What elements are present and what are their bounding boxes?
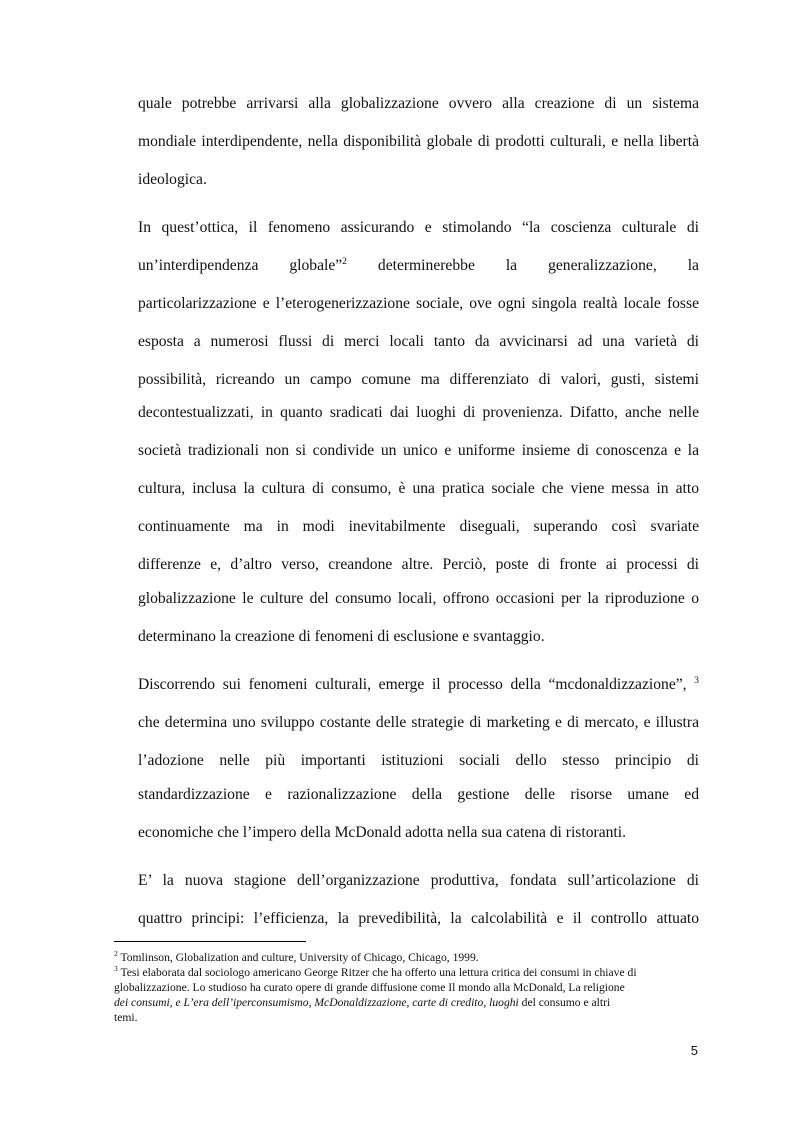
footnote-number: 2: [114, 951, 118, 959]
word: globale”$^2$: [289, 256, 347, 274]
body-line: globalizzazione le culture del consumo locali, offrono occasioni per la riproduzione o: [138, 590, 699, 607]
footnote-ref-2[interactable]: 2: [342, 256, 347, 267]
body-line: particolarizzazione e l’eterogenerizzazione sociale, ove ogni singola realtà locale fosse: [138, 295, 699, 312]
body-line: [138, 256, 699, 276]
body-line: ideologica.: [138, 171, 207, 188]
body-line: quale potrebbe arrivarsi alla globalizzazione ovvero alla creazione di un sistema: [138, 95, 699, 112]
footnote-line: [114, 996, 698, 1010]
footnote-separator: [114, 941, 306, 942]
italic-titles: dei consumi, e L’era dell’iperconsumismo, McDonaldizzazione, carte di credito, luoghi: [114, 996, 519, 1009]
body-line: In quest’ottica, il fenomeno assicurando e stimolando “la coscienza culturale di: [138, 219, 699, 236]
body-line: decontestualizzati, in quanto sradicati dai luoghi di provenienza. Difatto, anche nelle: [138, 404, 699, 421]
footnote-text: Tesi elaborata dal sociologo americano George Ritzer che ha offerto una lettura critica dei consumi in chiave di: [120, 966, 637, 979]
word: la: [505, 257, 518, 274]
page-number: 5: [690, 1043, 698, 1058]
footnote-3: [114, 966, 698, 980]
body-line: esposta a numerosi flussi di merci locali tanto da avvicinarsi ad una varietà di: [138, 333, 699, 350]
body-line: determinano la creazione di fenomeni di esclusione e svantaggio.: [138, 628, 545, 645]
body-line: possibilità, ricreando un campo comune ma differenziato di valori, gusti, sistemi: [138, 371, 699, 388]
footnote-ref-3[interactable]: 3: [694, 675, 699, 686]
body-line: mondiale interdipendente, nella disponibilità globale di prodotti culturali, e nella libertà: [138, 133, 699, 150]
footnote-number: 3: [114, 966, 118, 974]
body-line: standardizzazione e razionalizzazione della gestione delle risorse umane ed: [138, 786, 699, 803]
word: generalizzazione,: [548, 257, 657, 274]
word: un’interdipendenza: [138, 257, 259, 274]
footnote-2: [114, 951, 698, 965]
body-line: che determina uno sviluppo costante delle strategie di marketing e di mercato, e illustra: [138, 714, 699, 731]
word: determinerebbe: [377, 257, 475, 274]
footnote-text: Tomlinson, Globalization and culture, University of Chicago, Chicago, 1999.: [120, 951, 479, 964]
body-line: differenze e, d’altro verso, creandone altre. Perciò, poste di fronte ai processi di: [138, 556, 699, 573]
footnote-text: del consumo e altri: [518, 996, 611, 1009]
body-line: l’adozione nelle più importanti istituzioni sociali dello stesso principio di: [138, 752, 699, 769]
body-line: [138, 675, 699, 695]
footnote-line: globalizzazione. Lo studioso ha curato opere di grande diffusione come Il mondo alla McDonald, La religione: [114, 981, 625, 994]
body-text: Discorrendo sui fenomeni culturali, emerge il processo della “mcdonaldizzazione”,: [138, 676, 687, 693]
word: la: [687, 257, 699, 274]
body-line: società tradizionali non si condivide un unico e uniforme insieme di conoscenza e la: [138, 442, 699, 459]
body-line: continuamente ma in modi inevitabilmente diseguali, superando così svariate: [138, 518, 699, 535]
body-line: cultura, inclusa la cultura di consumo, è una pratica sociale che viene messa in atto: [138, 480, 699, 497]
body-line: quattro principi: l’efficienza, la prevedibilità, la calcolabilità e il controllo attuato: [138, 910, 699, 927]
footnote-line: temi.: [114, 1011, 138, 1024]
body-line: economiche che l’impero della McDonald adotta nella sua catena di ristoranti.: [138, 824, 626, 841]
body-line: E’ la nuova stagione dell’organizzazione produttiva, fondata sull’articolazione di: [138, 872, 699, 889]
